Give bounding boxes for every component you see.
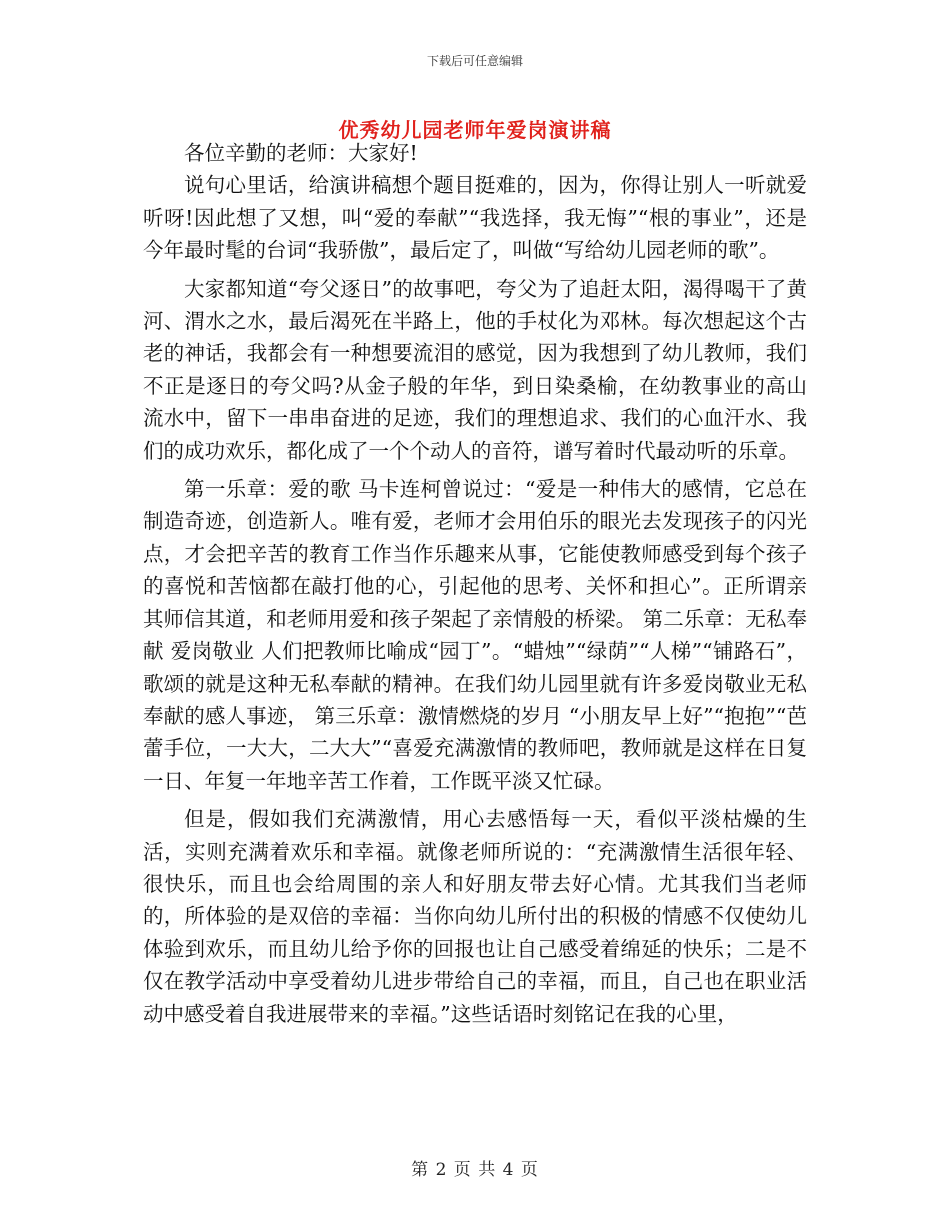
body-paragraph-2: 大家都知道“夸父逐日”的故事吧，夸父为了追赶太阳，渴得喝干了黄河、渭水之水，最后渴死在半路上，他的手杖化为邓林。每次想起这个古老的神话，我都会有一种想要流泪的感觉，因为我想到了幼儿教师，我们不正是逐日的夸父吗?从金子般的年华，到日染桑榆，在幼教事业的高山流水中，留下一串串奋进的足迹，我们的理想追求、我们的心血汗水、我们的成功欢乐，都化成了一个个动人的音符，谱写着时代最动听的乐章。 — [143, 276, 807, 463]
body-paragraph-1: 说句心里话，给演讲稿想个题目挺难的，因为，你得让别人一听就爱听呀!因此想了又想，叫“爱的奉献”“我选择，我无悔”“根的事业”，还是今年最时髦的台词“我骄傲”，最后定了，叫做“写给幼儿园老师的歌”。 — [143, 173, 807, 263]
greeting-paragraph: 各位辛勤的老师：大家好! — [184, 141, 418, 165]
header-note: 下载后可任意编辑 — [426, 54, 523, 68]
page-footer: 第 2 页 共 4 页 — [411, 1160, 539, 1180]
document-title: 优秀幼儿园老师年爱岗演讲稿 — [338, 118, 612, 142]
body-paragraph-3: 第一乐章：爱的歌 马卡连柯曾说过：“爱是一种伟大的感情，它总在制造奇迹，创造新人。唯有爱，老师才会用伯乐的眼光去发现孩子的闪光点，才会把辛苦的教育工作当作乐趣来从事，它能使教师感受到每个孩子的喜悦和苦恼都在敲打他的心，引起他的思考、关怀和担心”。正所谓亲其师信其道，和老师用爱和孩子架起了亲情般的桥梁。 第二乐章：无私奉献 爱岗敬业 人们把教师比喻成“园丁”。“蜡烛”“绿荫”“人梯”“铺路石”，歌颂的就是这种无私奉献的精神。在我们幼儿园里就有许多爱岗敬业无私奉献的感人事迹， 第三乐章：激情燃烧的岁月 “小朋友早上好”“抱抱”“芭蕾手位，一大大，二大大”“喜爱充满激情的教师吧，教师就是这样在日复一日、年复一年地辛苦工作着，工作既平淡又忙碌。 — [143, 477, 807, 793]
document-body — [143, 137, 807, 1030]
body-paragraph-4: 但是，假如我们充满激情，用心去感悟每一天，看似平淡枯燥的生活，实则充满着欢乐和幸福。就像老师所说的：“充满激情生活很年轻、很快乐，而且也会给周围的亲人和好朋友带去好心情。尤其我们当老师的，所体验的是双倍的幸福：当你向幼儿所付出的积极的情感不仅使幼儿体验到欢乐，而且幼儿给予你的回报也让自己感受着绵延的快乐；二是不仅在教学活动中享受着幼儿进步带给自己的幸福，而且，自己也在职业活动中感受着自我进展带来的幸福。”这些话语时刻铭记在我的心里， — [143, 807, 807, 1026]
